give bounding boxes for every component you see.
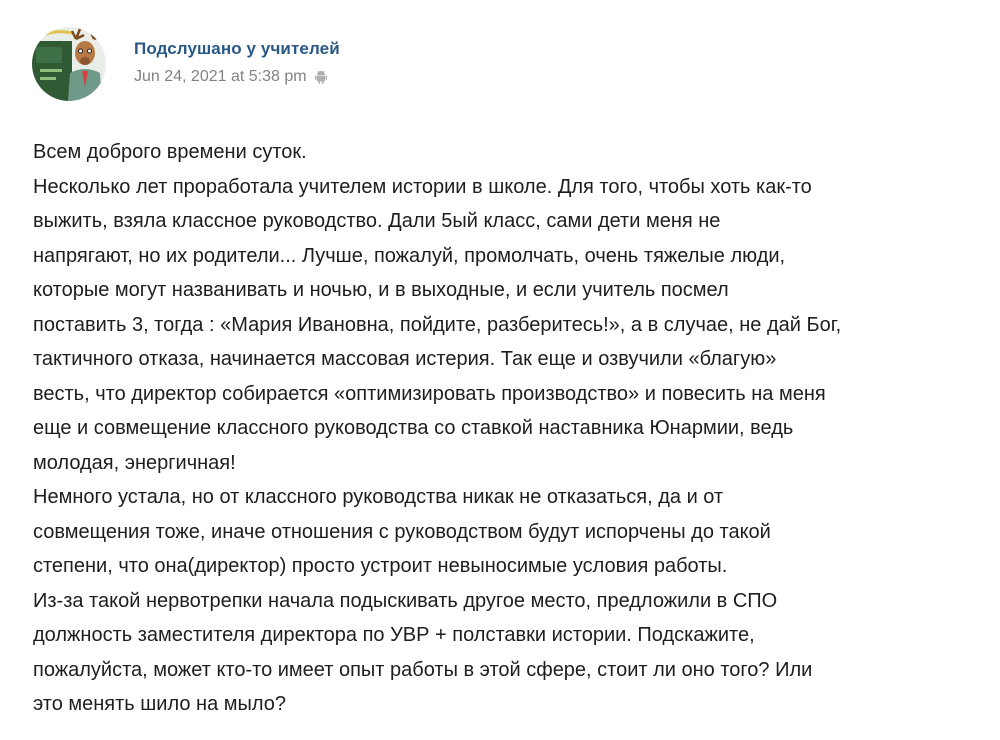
post-text-line: выжить, взяла классное руководство. Дали 5ый класс, сами дети меня не — [33, 210, 721, 232]
post-header-text — [134, 39, 340, 86]
post-text-line: поставить 3, тогда : «Мария Ивановна, пойдите, разберитесь!», а в случае, не дай Бог, — [33, 313, 842, 336]
post-text-line: еще и совмещение классного руководства со ставкой наставника Юнармии, ведь — [33, 417, 794, 439]
post-text-line: Всем доброго времени суток. — [33, 141, 307, 163]
android-icon — [315, 70, 327, 84]
post-text-line: Несколько лет проработала учителем истории в школе. Для того, чтобы хоть как-то — [33, 175, 812, 198]
deer-teacher-avatar-icon — [32, 27, 106, 101]
post-text — [33, 135, 973, 722]
avatar[interactable] — [32, 27, 106, 101]
post-header — [32, 27, 340, 101]
post-text-line: Из-за такой нервотрепки начала подыскивать другое место, предложили в СПО — [33, 589, 778, 612]
post-text-line: должность заместителя директора по УВР + полставки истории. Подскажите, — [33, 624, 755, 646]
post-text-line: молодая, энергичная! — [33, 451, 236, 474]
post-text-line: пожалуйста, может кто-то имеет опыт работы в этой сфере, стоит ли оно того? Или — [33, 658, 813, 681]
post-text-line: степени, что она(директор) просто устроит невыносимые условия работы. — [33, 555, 728, 577]
group-name-link[interactable]: Подслушано у учителей — [134, 39, 340, 58]
post-text-line: напрягают, но их родители... Лучше, пожалуй, промолчать, очень тяжелые люди, — [33, 244, 786, 267]
post-date[interactable]: Jun 24, 2021 at 5:38 pm — [134, 68, 307, 85]
post-text-line: совмещения тоже, иначе отношения с руководством будут испорчены до такой — [33, 520, 771, 543]
post-text-line: тактичного отказа, начинается массовая истерия. Так еще и озвучили «благую» — [33, 348, 777, 370]
post-text-line: весть, что директор собирается «оптимизировать производство» и повесить на меня — [33, 382, 826, 405]
post-text-line: это менять шило на мыло? — [33, 693, 287, 715]
post-meta — [134, 68, 340, 86]
post-text-line: Немного устала, но от классного руководства никак не отказаться, да и от — [33, 486, 724, 508]
post-text-line: которые могут названивать и ночью, и в выходные, и если учитель посмел — [33, 279, 729, 301]
